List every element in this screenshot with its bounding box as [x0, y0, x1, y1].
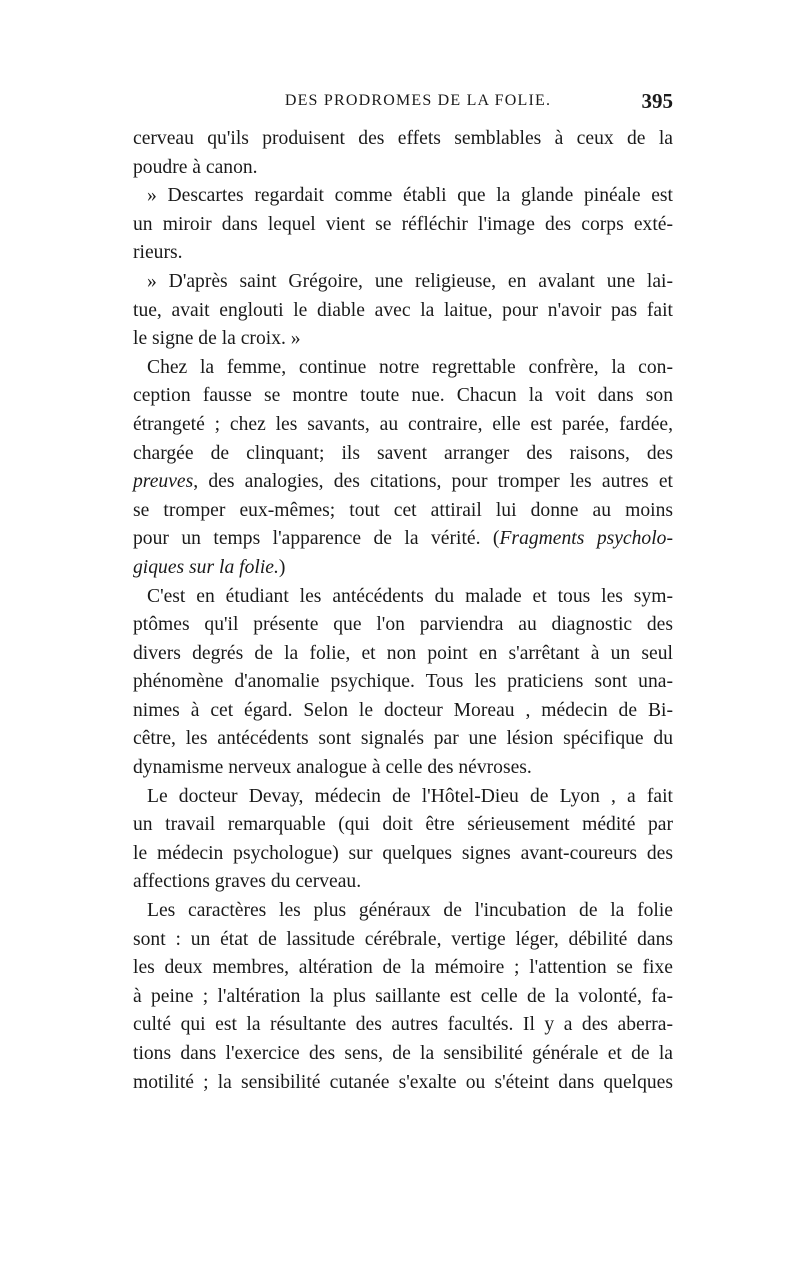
text-line: » Descartes regardait comme établi que la glande pinéale est [147, 185, 673, 207]
text-fragment: , des analogies, des citations, pour tromper les autres et [193, 471, 673, 493]
text-line: chargée de clinquant; ils savent arranger des raisons, des [133, 442, 673, 464]
text-line: Le docteur Devay, médecin de l'Hôtel-Dieu de Lyon , a fait [147, 785, 673, 807]
text-line: phénomène d'anomalie psychique. Tous les praticiens sont una- [133, 671, 673, 693]
text-line: cêtre, les antécédents sont signalés par une lésion spécifique du [133, 728, 673, 750]
text-line: ptômes qu'il présente que l'on parviendra au diagnostic des [133, 614, 673, 636]
text-line: se tromper eux-mêmes; tout cet attirail lui donne au moins [133, 499, 673, 521]
text-line: C'est en étudiant les antécédents du malade et tous les sym- [147, 585, 673, 607]
text-line: le signe de la croix. » [133, 328, 301, 350]
text-line: Chez la femme, continue notre regrettable confrère, la con- [147, 356, 673, 378]
text-line: dynamisme nerveux analogue à celle des névroses. [133, 757, 532, 779]
text-line: un travail remarquable (qui doit être sérieusement médité par [133, 814, 673, 836]
text-line: culté qui est la résultante des autres facultés. Il y a des aberra- [133, 1014, 673, 1036]
text-line: nimes à cet égard. Selon le docteur Moreau , médecin de Bi- [133, 699, 673, 721]
text-line: cerveau qu'ils produisent des effets semblables à ceux de la [133, 128, 673, 149]
text-line: poudre à canon. [133, 156, 258, 178]
paragraph [133, 354, 673, 583]
running-title: DES PRODROMES DE LA FOLIE. [284, 92, 552, 109]
text-line: le médecin psychologue) sur quelques signes avant-coureurs des [133, 842, 673, 864]
text-fragment: ) [278, 556, 286, 578]
paragraph [133, 583, 673, 783]
text-line [133, 554, 673, 583]
text-line: tue, avait englouti le diable avec la laitue, pour n'avoir pas fait [133, 299, 673, 321]
text-fragment: pour un temps l'apparence de la vérité. ( [133, 528, 500, 550]
italic-word: preuves [133, 471, 194, 493]
text-line: sont : un état de lassitude cérébrale, vertige léger, débilité dans [133, 928, 673, 950]
running-head [133, 89, 673, 118]
body-text [133, 125, 673, 1097]
text-line: ception fausse se montre toute nue. Chacun la voit dans son [133, 385, 673, 407]
text-line: rieurs. [133, 242, 183, 264]
text-line [133, 525, 673, 554]
italic-title: giques sur la folie. [133, 556, 279, 578]
text-line: tions dans l'exercice des sens, de la sensibilité générale et de la [133, 1043, 673, 1064]
paragraph [133, 783, 673, 897]
text-line: motilité ; la sensibilité cutanée s'exalte ou s'éteint dans quelques [133, 1071, 673, 1093]
text-line: divers degrés de la folie, et non point en s'arrêtant à un seul [133, 642, 673, 664]
page-number: 395 [641, 89, 673, 113]
paragraph [133, 125, 673, 182]
paragraph [133, 897, 673, 1097]
paragraph [133, 268, 673, 354]
text-line: à peine ; l'altération la plus saillante est celle de la volonté, fa- [133, 985, 673, 1007]
paragraph [133, 182, 673, 268]
text-line: étrangeté ; chez les savants, au contraire, elle est parée, fardée, [133, 413, 673, 435]
text-line: un miroir dans lequel vient se réfléchir l'image des corps exté- [133, 213, 673, 235]
text-line: les deux membres, altération de la mémoire ; l'attention se fixe [133, 957, 673, 979]
italic-title: Fragments psycholo- [499, 528, 673, 550]
text-line: Les caractères les plus généraux de l'incubation de la folie [147, 900, 673, 922]
text-line [133, 468, 673, 497]
text-line: affections graves du cerveau. [133, 871, 362, 893]
text-line: » D'après saint Grégoire, une religieuse, en avalant une lai- [147, 270, 673, 292]
